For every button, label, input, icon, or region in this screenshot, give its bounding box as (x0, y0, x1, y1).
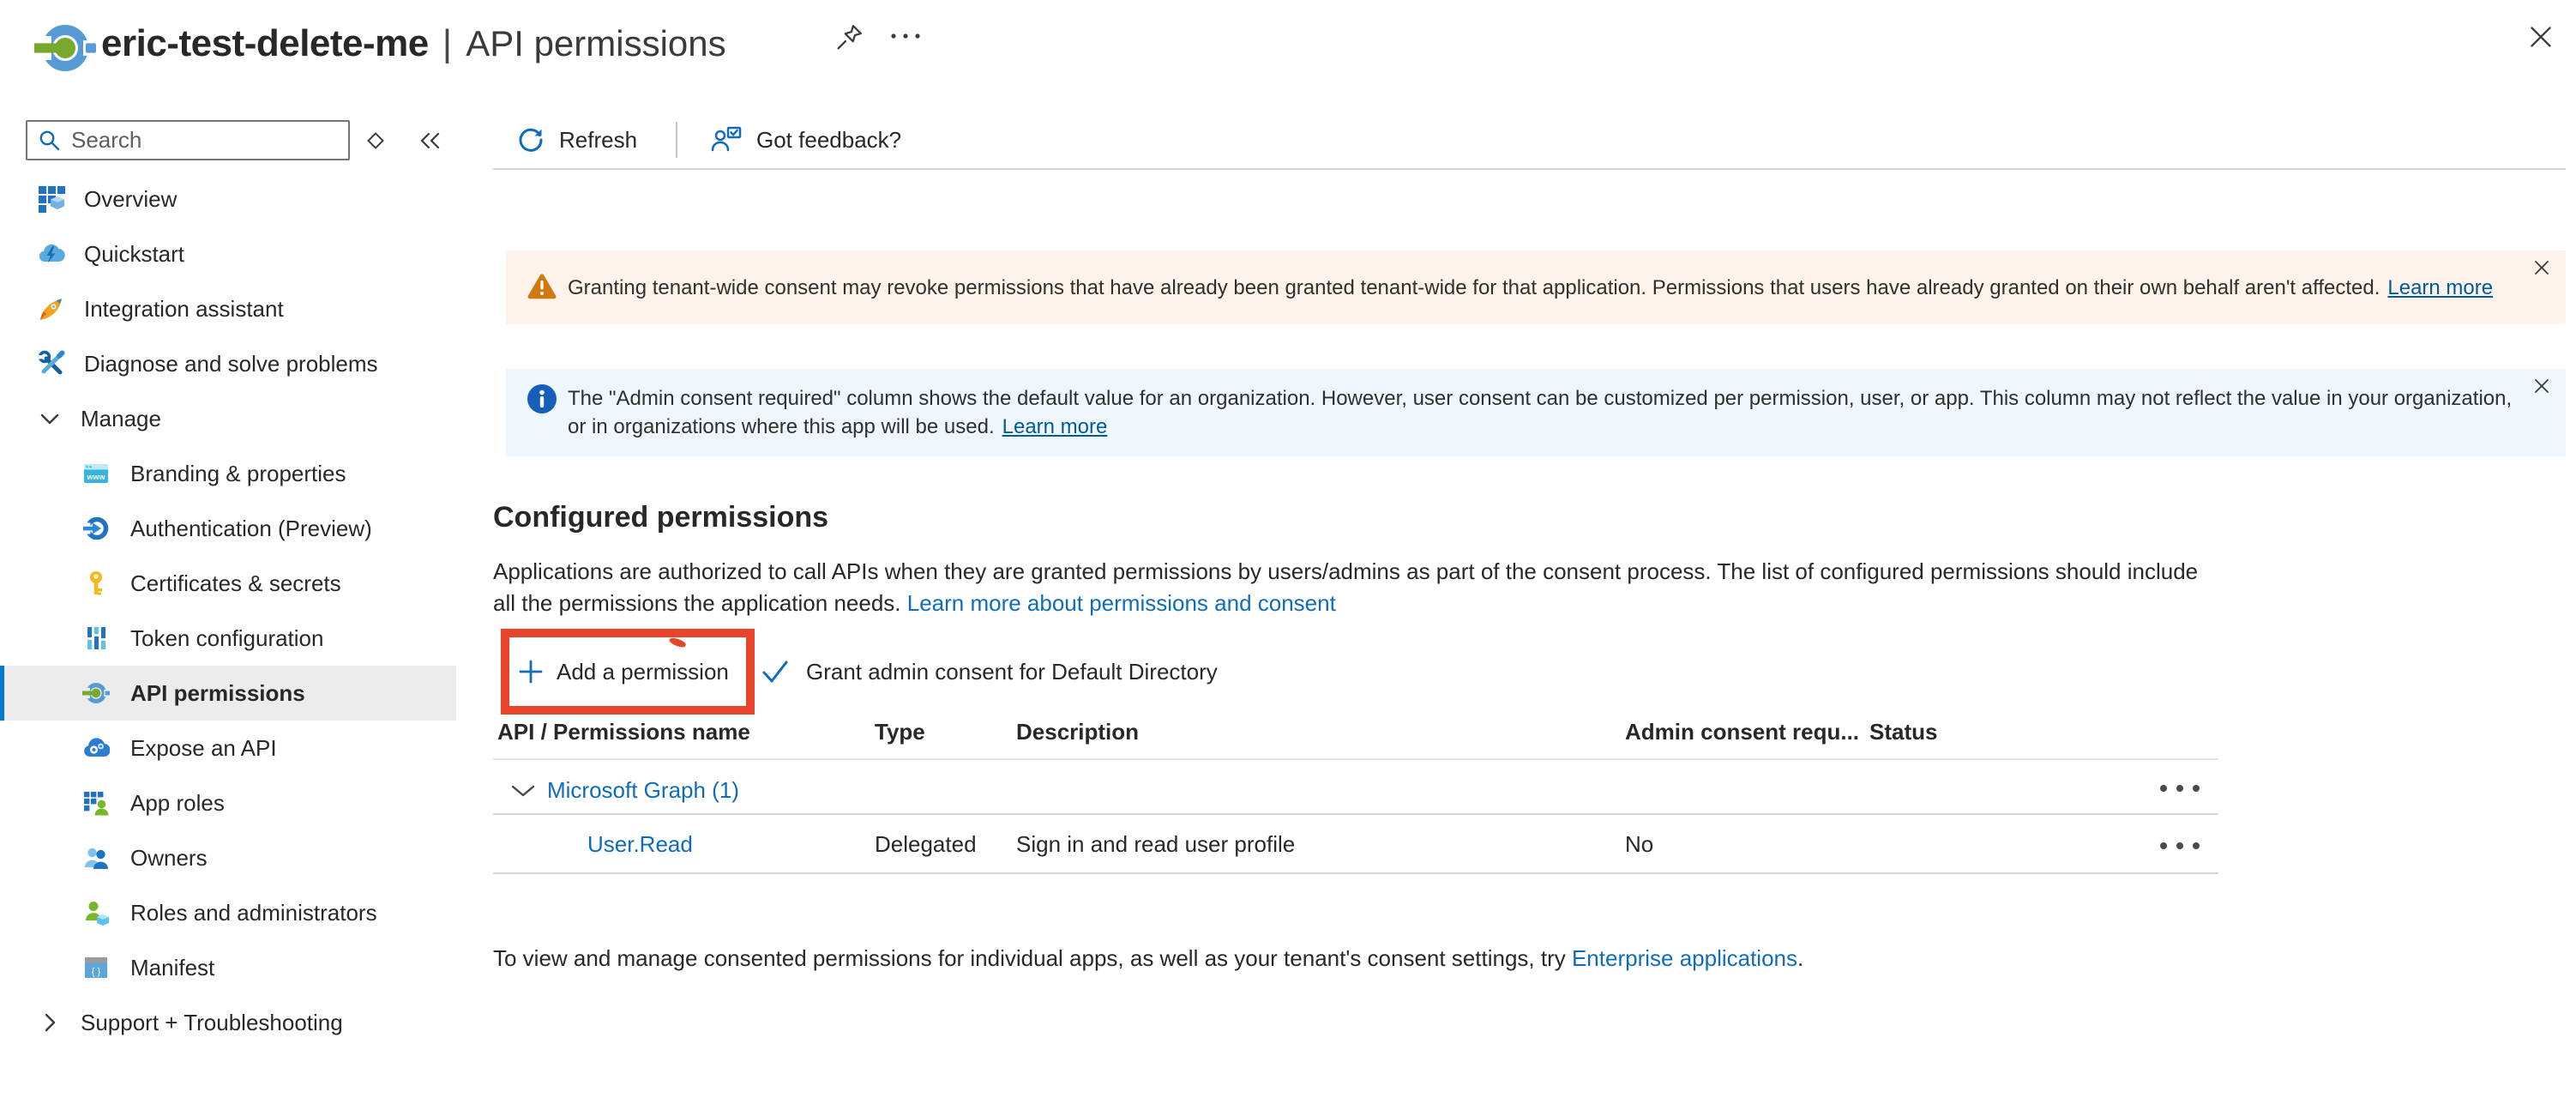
sidebar-item-app-roles[interactable] (0, 775, 480, 830)
sidebar-item-label: Diagnose and solve problems (84, 350, 378, 377)
overview-icon (38, 185, 65, 213)
sidebar-item-label: Branding & properties (130, 460, 346, 486)
switch-icon[interactable] (364, 129, 388, 153)
info-banner (506, 369, 2566, 456)
sidebar-item-label: Token configuration (130, 624, 324, 651)
warning-banner-text: Granting tenant-wide consent may revoke permissions that have already been granted tenant-wide for that application. Permissions that users have already granted on their own behalf aren't affected. Learn more (568, 276, 2494, 299)
sidebar-item-label: Authentication (Preview) (130, 515, 372, 541)
roles-administrators-icon (82, 899, 110, 926)
sidebar-item-token-configuration[interactable] (0, 611, 480, 666)
toolbar-separator (493, 168, 2566, 170)
column-header-type[interactable]: Type (875, 719, 925, 745)
grant-admin-consent-label: Grant admin consent for Default Directory (806, 658, 1218, 685)
sidebar-item-label: App roles (130, 789, 225, 816)
row-context-menu-icon[interactable] (2156, 782, 2204, 794)
authentication-icon (82, 515, 110, 542)
footer-note: To view and manage consented permissions for individual apps, as well as your tenant's consent settings, try Enterprise applications. (493, 945, 1804, 971)
table-header-divider (493, 758, 2218, 760)
enterprise-applications-link[interactable]: Enterprise applications (1571, 945, 1798, 971)
sidebar-item-certificates[interactable] (0, 556, 480, 611)
add-permission-button-highlighted[interactable] (501, 629, 755, 715)
refresh-label: Refresh (559, 126, 638, 153)
api-group-link[interactable]: Microsoft Graph (1) (547, 777, 739, 803)
owners-icon (82, 844, 110, 872)
branding-icon (82, 460, 110, 487)
certificates-icon (82, 570, 110, 597)
description-line2: all the permissions the application needs. Learn more about permissions and consent (493, 590, 1336, 616)
sidebar-item-label: Owners (130, 844, 208, 871)
quickstart-icon (38, 240, 65, 268)
column-header-admin-consent-required[interactable]: Admin consent requ... (1625, 719, 1860, 745)
info-learn-more-link[interactable]: Learn more (1002, 415, 1108, 438)
sidebar-item-label: Certificates & secrets (130, 570, 341, 596)
refresh-icon (516, 125, 545, 154)
sidebar-item-label: Overview (84, 185, 178, 212)
manifest-icon (82, 954, 110, 981)
info-close-icon[interactable] (2531, 376, 2552, 396)
warning-close-icon[interactable] (2531, 257, 2552, 278)
column-header-status[interactable]: Status (1869, 719, 1938, 745)
sidebar-group-label: Manage (81, 405, 161, 431)
sidebar-item-branding[interactable] (0, 446, 480, 501)
sidebar-item-label: Roles and administrators (130, 899, 377, 926)
toolbar-divider (676, 122, 677, 158)
plus-icon (518, 659, 544, 685)
diagnose-icon (38, 350, 65, 377)
sidebar-item-label: Manifest (130, 954, 215, 980)
search-input[interactable] (71, 127, 328, 154)
feedback-label: Got feedback? (756, 126, 902, 153)
description-line1: Applications are authorized to call APIs when they are granted permissions by users/admins as part of the consent process. The list of configured permissions should include (493, 558, 2199, 584)
sidebar-item-diagnose[interactable] (0, 336, 480, 391)
sidebar-item-api-permissions[interactable] (0, 666, 456, 721)
table-row-divider (493, 813, 2218, 815)
sidebar-item-roles-and-administrators[interactable] (0, 885, 480, 940)
app-name: eric-test-delete-me (101, 22, 429, 64)
sidebar-item-label: API permissions (130, 679, 305, 706)
sidebar (0, 172, 480, 1050)
svg-text:www: www (87, 473, 105, 481)
sidebar-group-manage[interactable] (0, 391, 480, 446)
search-box[interactable] (26, 120, 350, 160)
chevron-right-icon (36, 1009, 63, 1036)
search-icon (38, 129, 61, 152)
permission-admin-consent-cell: No (1625, 831, 1654, 857)
info-banner-text (568, 384, 2512, 441)
app-registration-icon (34, 21, 96, 75)
sidebar-item-manifest[interactable] (0, 940, 480, 995)
api-permissions-icon (82, 679, 110, 707)
sidebar-item-integration-assistant[interactable] (0, 281, 480, 336)
sidebar-item-owners[interactable] (0, 830, 480, 885)
title-divider: | (442, 22, 453, 64)
configured-permissions-heading: Configured permissions (493, 501, 829, 534)
configured-permissions-description (493, 556, 2198, 619)
add-permission-label: Add a permission (557, 658, 729, 685)
expand-chevron-icon[interactable] (509, 779, 537, 803)
feedback-button[interactable] (710, 120, 901, 160)
check-icon (760, 658, 791, 685)
info-banner-line2: or in organizations where this app will be used. Learn more (568, 415, 1108, 438)
table-row-divider (493, 872, 2218, 874)
page-title (101, 22, 726, 65)
pin-icon[interactable] (834, 21, 866, 53)
warning-banner (506, 250, 2566, 324)
info-icon (527, 383, 557, 414)
sidebar-item-expose-an-api[interactable] (0, 721, 480, 775)
blade-title: API permissions (466, 23, 726, 63)
permissions-consent-link[interactable]: Learn more about permissions and consent (906, 590, 1336, 616)
permission-type-cell: Delegated (875, 831, 977, 857)
warning-icon (527, 272, 557, 299)
expose-api-icon (82, 734, 110, 762)
feedback-icon (710, 124, 743, 155)
sidebar-item-authentication[interactable] (0, 501, 480, 556)
refresh-button[interactable] (516, 120, 637, 160)
sidebar-group-support-troubleshooting[interactable] (0, 995, 480, 1050)
chevron-down-icon (36, 405, 63, 432)
column-header-description[interactable]: Description (1016, 719, 1140, 745)
sidebar-item-quickstart[interactable] (0, 226, 480, 281)
permission-name-link[interactable]: User.Read (587, 831, 693, 857)
token-icon (82, 624, 110, 652)
close-icon[interactable] (2525, 21, 2557, 53)
sidebar-item-label: Integration assistant (84, 295, 284, 322)
warning-learn-more-link[interactable]: Learn more (2387, 276, 2494, 299)
collapse-sidebar-icon[interactable] (417, 129, 444, 153)
integration-assistant-icon (38, 295, 65, 323)
row-context-menu-icon[interactable] (2156, 840, 2204, 852)
sidebar-group-label: Support + Troubleshooting (81, 1009, 343, 1035)
info-banner-line1: The "Admin consent required" column shows the default value for an organization. However, user consent can be customized per permission, user, or app. This column may not reflect the value in your organization, (568, 387, 2513, 410)
column-header-api-permissions-name[interactable]: API / Permissions name (497, 719, 750, 745)
svg-text:{ }: { } (91, 967, 101, 977)
sidebar-item-label: Quickstart (84, 240, 185, 267)
sidebar-item-label: Expose an API (130, 734, 277, 761)
sidebar-item-overview[interactable] (0, 172, 480, 226)
app-roles-icon (82, 789, 110, 817)
more-icon[interactable] (888, 31, 926, 41)
grant-admin-consent-button[interactable] (760, 629, 1218, 715)
permission-description-cell: Sign in and read user profile (1016, 831, 1296, 857)
